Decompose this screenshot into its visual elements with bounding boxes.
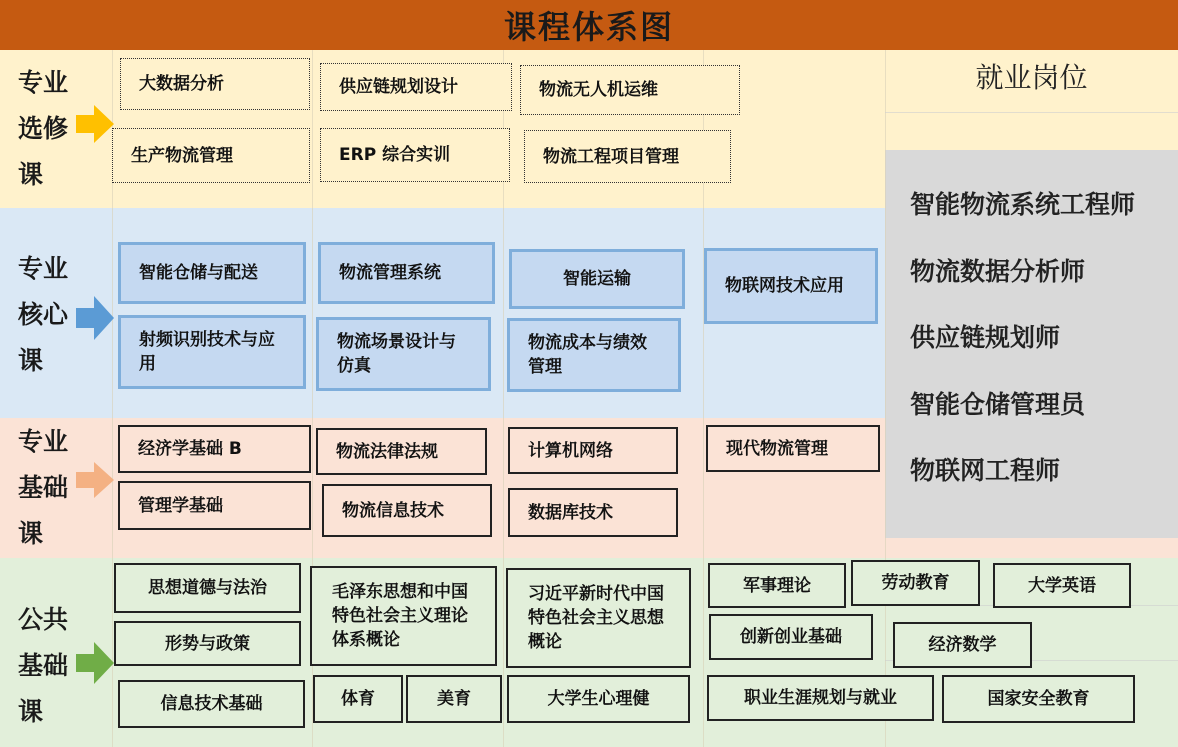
job-item: 供应链规划师 [910, 323, 1061, 352]
course-box: 创新创业基础 [709, 614, 873, 660]
course-box: 大数据分析 [120, 58, 310, 110]
course-box: 劳动教育 [851, 560, 980, 606]
job-item: 物联网工程师 [910, 456, 1061, 485]
course-box: 物流法律法规 [316, 428, 487, 475]
course-box: 供应链规划设计 [320, 63, 512, 111]
category-line: 课 [18, 519, 44, 548]
course-box: 毛泽东思想和中国特色社会主义理论体系概论 [310, 566, 497, 666]
course-box: 经济学基础 B [118, 425, 311, 473]
course-box: 大学英语 [993, 563, 1131, 608]
course-box: 管理学基础 [118, 481, 311, 530]
job-item: 物流数据分析师 [910, 257, 1086, 286]
course-box: 智能仓储与配送 [118, 242, 306, 304]
course-box: ERP 综合实训 [320, 128, 510, 182]
course-box: 习近平新时代中国特色社会主义思想概论 [506, 568, 691, 668]
gridline [885, 50, 886, 747]
course-box: 物流信息技术 [322, 484, 492, 537]
course-box: 信息技术基础 [118, 680, 305, 728]
right-arrow-icon [76, 294, 116, 342]
course-box: 射频识别技术与应用 [118, 315, 306, 389]
course-box: 国家安全教育 [942, 675, 1135, 723]
course-box: 大学生心理健 [507, 675, 690, 723]
course-box: 体育 [313, 675, 403, 723]
course-box: 现代物流管理 [706, 425, 880, 472]
category-line: 基础 [18, 650, 69, 680]
job-item: 智能物流系统工程师 [910, 190, 1136, 219]
course-box: 形势与政策 [114, 621, 301, 666]
course-box: 经济数学 [893, 622, 1032, 668]
course-box: 物流管理系统 [318, 242, 495, 304]
course-box: 思想道德与法治 [114, 563, 301, 613]
category-line: 专业 [18, 254, 69, 283]
job-item: 智能仓储管理员 [910, 390, 1086, 419]
course-box: 生产物流管理 [112, 128, 310, 183]
category-line: 课 [18, 160, 44, 189]
course-box: 计算机网络 [508, 427, 678, 474]
category-line: 课 [18, 696, 44, 726]
course-box: 数据库技术 [508, 488, 678, 537]
course-box: 美育 [406, 675, 502, 723]
right-arrow-icon [76, 460, 116, 500]
category-line: 选修 [18, 114, 69, 143]
course-box: 物联网技术应用 [704, 248, 878, 324]
course-box: 物流场景设计与仿真 [316, 317, 491, 391]
page-title: 课程体系图 [503, 8, 674, 46]
course-box: 物流成本与绩效管理 [507, 318, 681, 392]
right-arrow-icon [76, 640, 116, 686]
course-box: 物流无人机运维 [520, 65, 740, 115]
course-box: 职业生涯规划与就业 [707, 675, 934, 721]
gridline [885, 112, 1178, 113]
category-line: 核心 [18, 300, 69, 329]
category-line: 公共 [18, 604, 69, 634]
course-box: 智能运输 [509, 249, 685, 309]
category-line: 课 [18, 346, 44, 375]
category-line: 专业 [18, 427, 69, 456]
category-line: 专业 [18, 68, 69, 97]
jobs-bottom-strip [885, 538, 1178, 558]
jobs-heading: 就业岗位 [975, 61, 1088, 94]
course-box: 物流工程项目管理 [524, 130, 731, 183]
right-arrow-icon [76, 103, 116, 145]
category-line: 基础 [18, 473, 69, 502]
course-box: 军事理论 [708, 563, 846, 608]
